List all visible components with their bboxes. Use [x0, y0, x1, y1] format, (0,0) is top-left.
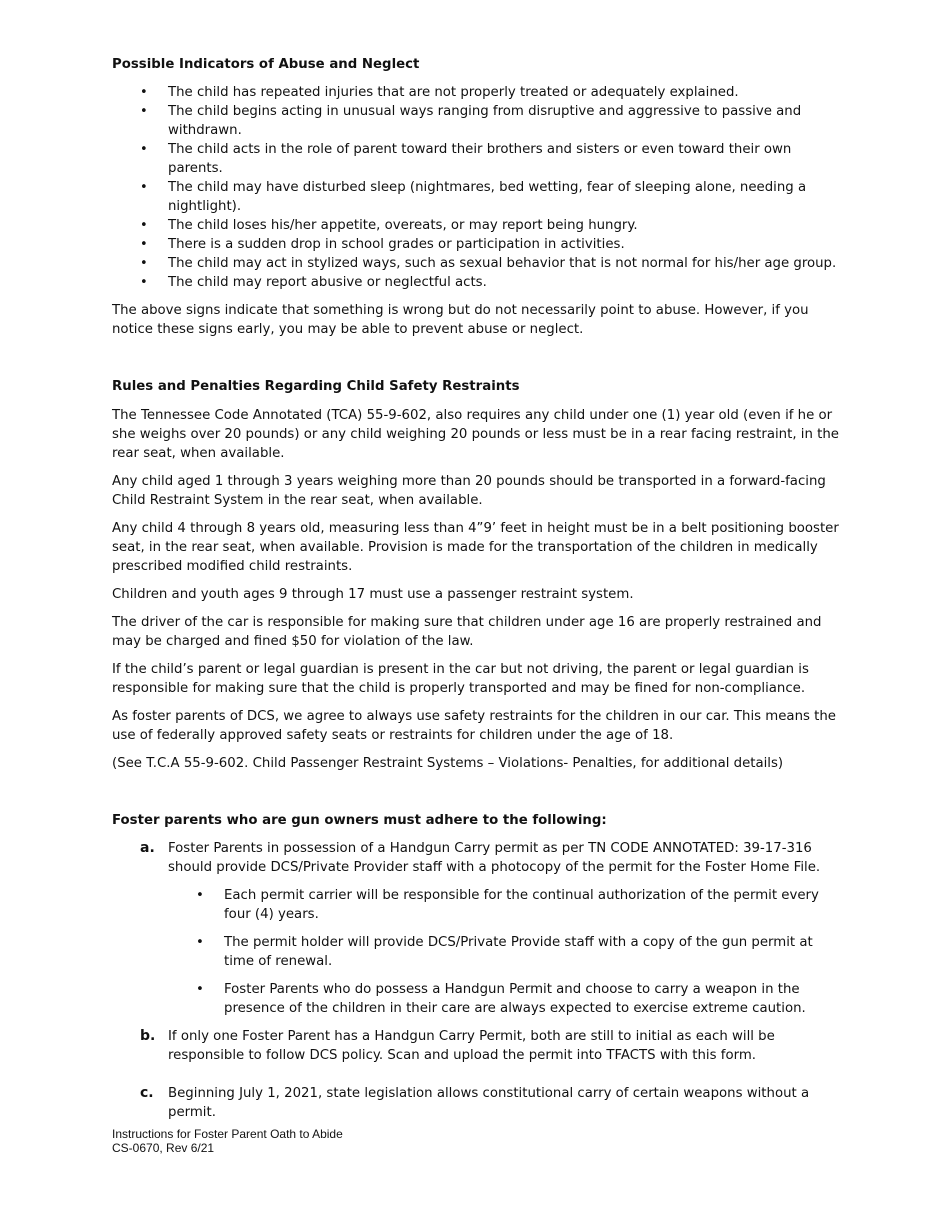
list-item: • The child may report abusive or neglectful acts. [112, 273, 842, 292]
restraints-paragraph: As foster parents of DCS, we agree to always use safety restraints for the children in our car. This means the use of federally approved safety seats or restraints for children under the age of 18. [112, 709, 836, 743]
list-item: • The child loses his/her appetite, overeats, or may report being hungry. [112, 216, 842, 235]
indicators-closing: The above signs indicate that something is wrong but do not necessarily point to abuse. However, if you notice these signs early, you may be able to prevent abuse or neglect. [112, 303, 809, 337]
restraints-paragraph: The driver of the car is responsible for making sure that children under age 16 are properly restrained and may be charged and fined $50 for violation of the law. [112, 615, 822, 649]
guns-list [112, 839, 842, 1122]
list-item-b [112, 1027, 842, 1065]
sub-list [168, 886, 842, 1018]
footer-form-title: Instructions for Foster Parent Oath to Abide [112, 1127, 343, 1141]
document-page [112, 55, 842, 1122]
list-item-a [112, 839, 842, 1018]
restraints-paragraph: Children and youth ages 9 through 17 must use a passenger restraint system. [112, 587, 634, 602]
indicators-heading: Possible Indicators of Abuse and Neglect [112, 57, 420, 72]
list-item: • The child may have disturbed sleep (nightmares, bed wetting, fear of sleeping alone, needing a nightlight). [112, 178, 842, 216]
list-item-c [112, 1084, 842, 1122]
list-item: • The child acts in the role of parent toward their brothers and sisters or even toward their own parents. [112, 140, 842, 178]
sub-list-item: • The permit holder will provide DCS/Private Provide staff with a copy of the gun permit at time of renewal. [168, 933, 842, 971]
guns-heading: Foster parents who are gun owners must adhere to the following: [112, 813, 607, 828]
restraints-paragraph: If the child’s parent or legal guardian is present in the car but not driving, the parent or legal guardian is responsible for making sure that the child is properly transported and may be fined for non-compliance. [112, 662, 809, 696]
restraints-paragraph: The Tennessee Code Annotated (TCA) 55-9-602, also requires any child under one (1) year old (even if he or she weighs over 20 pounds) or any child weighing 20 pounds or less must be in a rear facing restraint, in the rear seat, when available. [112, 408, 839, 461]
item-letter: c. [140, 1085, 154, 1101]
restraints-paragraph: Any child aged 1 through 3 years weighing more than 20 pounds should be transported in a forward-facing Child Restraint System in the rear seat, when available. [112, 474, 826, 508]
restraints-paragraph: (See T.C.A 55-9-602. Child Passenger Restraint Systems – Violations- Penalties, for additional details) [112, 756, 784, 771]
item-text: Foster Parents in possession of a Handgun Carry permit as per TN CODE ANNOTATED: 39-17-316 should provide DCS/Private Provider staff with a photocopy of the permit for the Foster Home File. [168, 841, 821, 875]
list-item: • The child begins acting in unusual ways ranging from disruptive and aggressive to passive and withdrawn. [112, 102, 842, 140]
item-letter: a. [140, 840, 155, 856]
restraints-paragraph: Any child 4 through 8 years old, measuring less than 4”9’ feet in height must be in a belt positioning booster seat, in the rear seat, when available. Provision is made for the transportation of the children in medically prescribed modified child restraints. [112, 521, 839, 574]
page-footer [112, 1127, 343, 1155]
sub-list-item: • Foster Parents who do possess a Handgun Permit and choose to carry a weapon in the presence of the children in their care are always expected to exercise extreme caution. [168, 980, 842, 1018]
item-letter: b. [140, 1028, 156, 1044]
item-text: Beginning July 1, 2021, state legislation allows constitutional carry of certain weapons without a permit. [168, 1086, 810, 1120]
list-item: • There is a sudden drop in school grades or participation in activities. [112, 235, 842, 254]
indicators-list [112, 83, 842, 292]
restraints-heading: Rules and Penalties Regarding Child Safety Restraints [112, 379, 520, 394]
item-text: If only one Foster Parent has a Handgun Carry Permit, both are still to initial as each will be responsible to follow DCS policy. Scan and upload the permit into TFACTS with this form. [168, 1029, 775, 1063]
footer-form-number: CS-0670, Rev 6/21 [112, 1141, 215, 1155]
list-item: • The child has repeated injuries that are not properly treated or adequately explained. [112, 83, 842, 102]
list-item: • The child may act in stylized ways, such as sexual behavior that is not normal for his/her age group. [112, 254, 842, 273]
sub-list-item: • Each permit carrier will be responsible for the continual authorization of the permit every four (4) years. [168, 886, 842, 924]
